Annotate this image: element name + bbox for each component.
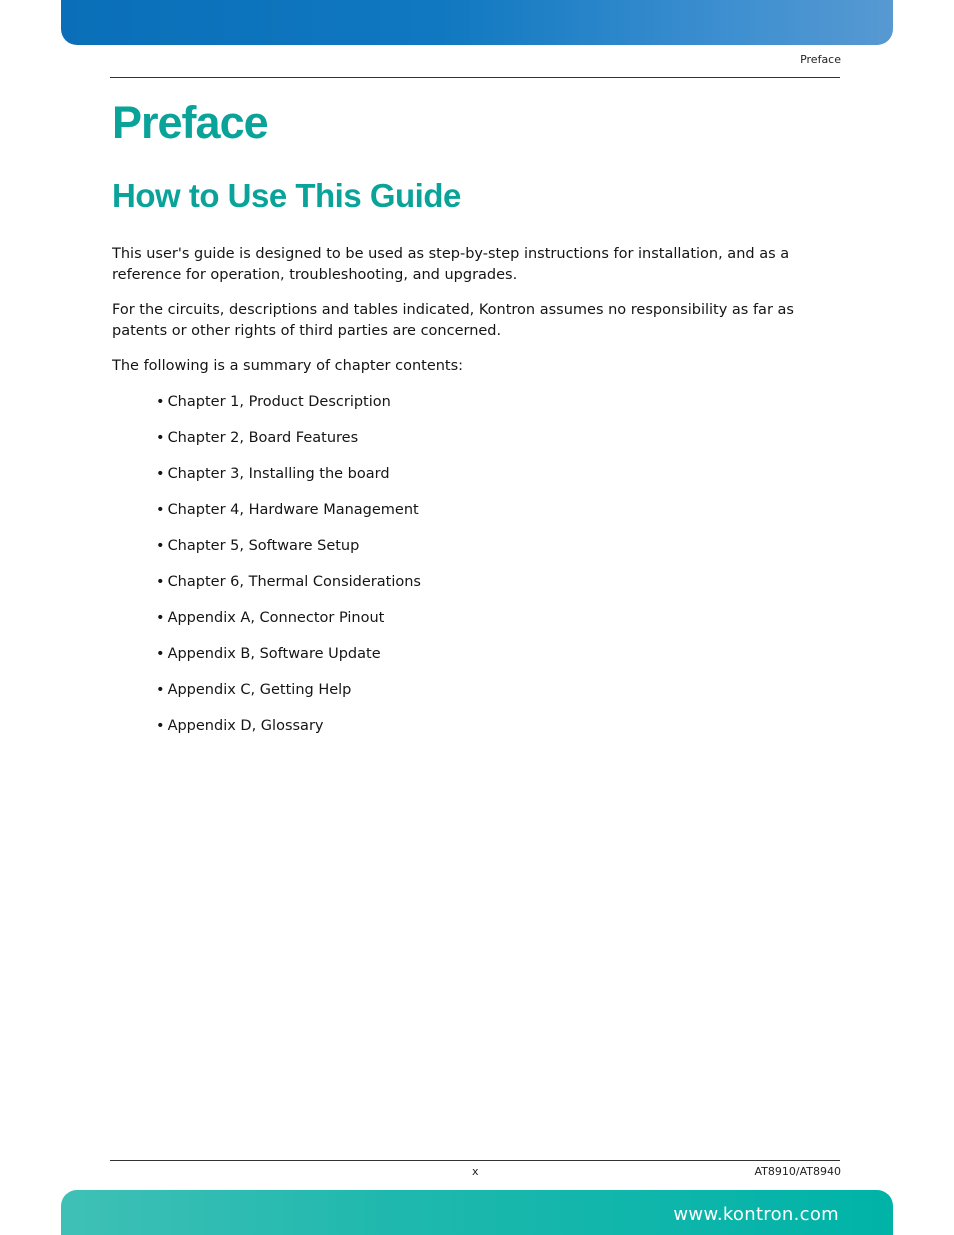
bullet-icon: • (156, 538, 165, 554)
header-band (61, 0, 893, 45)
page-number: x (472, 1165, 479, 1178)
page-title: Preface (112, 97, 268, 148)
list-item-label: Chapter 4, Hardware Management (167, 502, 419, 518)
list-item-label: Chapter 6, Thermal Considerations (167, 574, 421, 590)
bullet-icon: • (156, 574, 165, 590)
document-id: AT8910/AT8940 (754, 1165, 841, 1178)
bullet-icon: • (156, 646, 165, 662)
bullet-icon: • (156, 466, 165, 482)
list-item (156, 643, 421, 679)
bullet-icon: • (156, 610, 165, 626)
footer-divider (110, 1160, 840, 1161)
bullet-icon: • (156, 502, 165, 518)
list-item (156, 535, 421, 571)
list-item-label: Appendix C, Getting Help (167, 682, 352, 698)
list-item (156, 571, 421, 607)
website-link[interactable]: www.kontron.com (673, 1204, 839, 1225)
list-item (156, 679, 421, 715)
bullet-icon: • (156, 394, 165, 410)
running-header: Preface (800, 53, 841, 66)
section-heading: How to Use This Guide (112, 177, 461, 214)
list-item-label: Chapter 5, Software Setup (167, 538, 360, 554)
list-item-label: Appendix A, Connector Pinout (167, 610, 385, 626)
list-item (156, 463, 421, 499)
bullet-icon: • (156, 718, 165, 734)
bullet-icon: • (156, 682, 165, 698)
bullet-icon: • (156, 430, 165, 446)
chapter-list (156, 391, 421, 751)
list-item-label: Chapter 3, Installing the board (167, 466, 390, 482)
list-item-label: Chapter 1, Product Description (167, 394, 391, 410)
list-item (156, 499, 421, 535)
list-item (156, 391, 421, 427)
footer-band (61, 1190, 893, 1235)
disclaimer-paragraph: For the circuits, descriptions and tables indicated, Kontron assumes no responsibility as far as patents or other rights of third parties are concerned. (112, 302, 794, 339)
list-item-label: Appendix B, Software Update (167, 646, 381, 662)
intro-paragraph: This user's guide is designed to be used as step-by-step instructions for installation, and as a reference for operation, troubleshooting, and upgrades. (112, 246, 790, 283)
list-item (156, 427, 421, 463)
list-item-label: Chapter 2, Board Features (167, 430, 359, 446)
list-item (156, 607, 421, 643)
summary-lead: The following is a summary of chapter contents: (112, 358, 464, 374)
list-item (156, 715, 421, 751)
header-divider (110, 77, 840, 78)
list-item-label: Appendix D, Glossary (167, 718, 324, 734)
